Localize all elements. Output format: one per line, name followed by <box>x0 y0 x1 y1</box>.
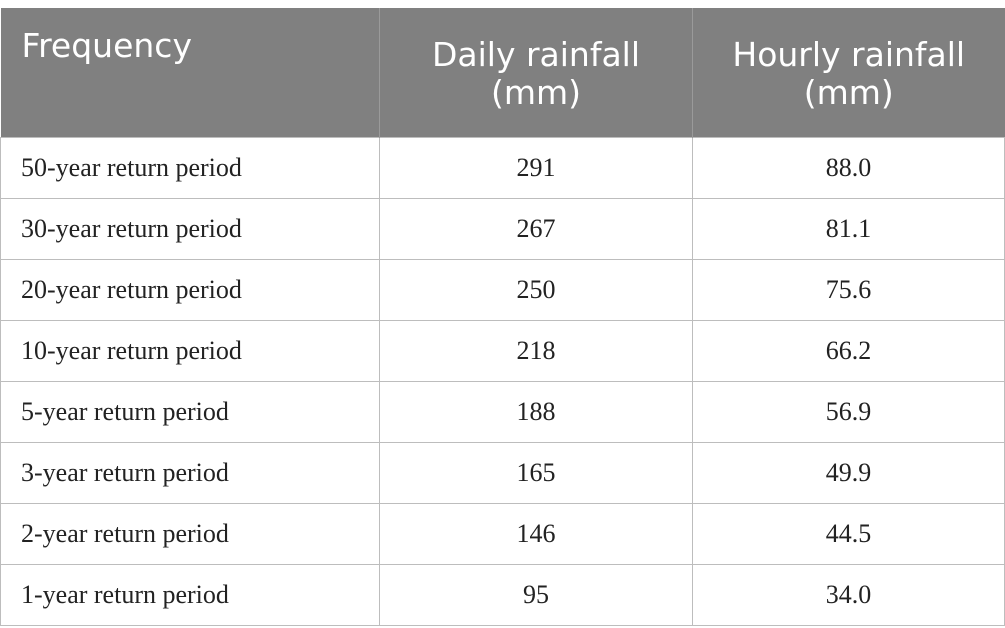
table-row <box>1 565 1005 626</box>
cell-frequency: 5-year return period <box>1 382 380 443</box>
header-hourly-rainfall <box>693 8 1005 138</box>
cell-frequency: 2-year return period <box>1 504 380 565</box>
cell-hourly: 75.6 <box>693 260 1005 321</box>
header-hourly-line1: Hourly rainfall <box>732 34 966 74</box>
cell-daily: 250 <box>380 260 693 321</box>
cell-daily: 165 <box>380 443 693 504</box>
cell-daily: 218 <box>380 321 693 382</box>
rainfall-frequency-table <box>0 8 1005 626</box>
header-daily-rainfall <box>380 8 693 138</box>
cell-daily: 146 <box>380 504 693 565</box>
header-daily-line1: Daily rainfall <box>431 34 641 74</box>
rainfall-table-container <box>0 8 1005 626</box>
header-frequency: Frequency <box>1 8 380 138</box>
cell-daily: 188 <box>380 382 693 443</box>
cell-frequency: 1-year return period <box>1 565 380 626</box>
table-row <box>1 199 1005 260</box>
table-row <box>1 321 1005 382</box>
cell-hourly: 66.2 <box>693 321 1005 382</box>
cell-daily: 267 <box>380 199 693 260</box>
header-daily-line2: (mm) <box>490 72 582 112</box>
header-row <box>1 8 1005 138</box>
table-row <box>1 260 1005 321</box>
cell-frequency: 20-year return period <box>1 260 380 321</box>
cell-daily: 291 <box>380 138 693 199</box>
cell-hourly: 44.5 <box>693 504 1005 565</box>
cell-hourly: 49.9 <box>693 443 1005 504</box>
table-body <box>1 138 1005 626</box>
table-header <box>1 8 1005 138</box>
cell-frequency: 30-year return period <box>1 199 380 260</box>
cell-hourly: 34.0 <box>693 565 1005 626</box>
cell-frequency: 50-year return period <box>1 138 380 199</box>
cell-hourly: 88.0 <box>693 138 1005 199</box>
cell-daily: 95 <box>380 565 693 626</box>
table-row <box>1 382 1005 443</box>
table-row <box>1 443 1005 504</box>
cell-hourly: 81.1 <box>693 199 1005 260</box>
cell-frequency: 10-year return period <box>1 321 380 382</box>
table-row <box>1 504 1005 565</box>
cell-frequency: 3-year return period <box>1 443 380 504</box>
table-row <box>1 138 1005 199</box>
cell-hourly: 56.9 <box>693 382 1005 443</box>
header-hourly-line2: (mm) <box>803 72 894 112</box>
